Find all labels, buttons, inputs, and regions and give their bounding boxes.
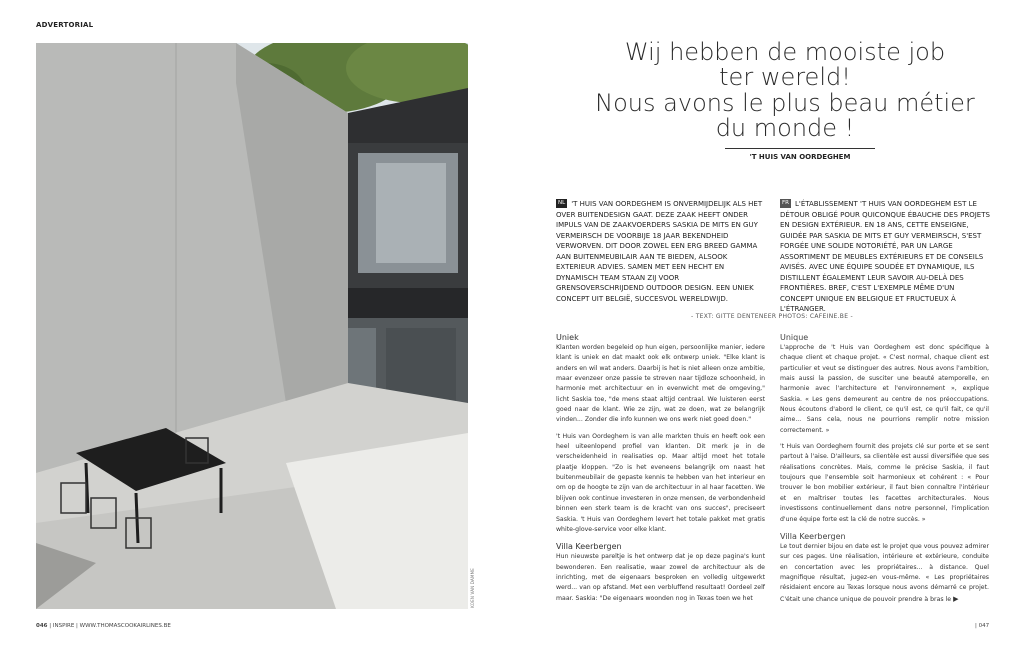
continue-arrow-icon: ▶ xyxy=(953,594,959,603)
lang-label-fr: FR xyxy=(782,200,789,206)
body-column-fr xyxy=(780,332,989,611)
photo-credit: KOEN VAN DAMME xyxy=(470,568,475,608)
paragraph: 't Huis van Oordeghem fournit des projets clé sur porte et se sent partout à l'aise. D'ailleurs, sa clientèle est aussi diversifiée que ses réalisations concrètes. Mais, comme le précise Saskia, il faut toujours que l'ensemble soit harmonieux et cohérent : « Pour trouver le bon mobilier extérieur, il faut bien connaître l'intérieur et en maîtriser toutes les facettes architecturales. Nous investissons continuellement dans notre personnel, l'implication d'une équipe forte est la clé de notre succès. » xyxy=(780,443,989,523)
footer-left xyxy=(36,623,171,629)
page-number-right: | 047 xyxy=(975,623,990,629)
title-nl-line-2: ter wereld! xyxy=(719,63,851,91)
paragraph: L'approche de 't Huis van Oordeghem est donc spécifique à chaque client et chaque projet. « C'est normal, chaque client est particulier et veut se distinguer des autres. Nous avons l'ambition, mais aussi la passion, de susciter une beauté atemporelle, en harmonie avec l'architecture et l'environnement », explique Saskia. « Les gens demeurent au centre de nos préoccupations. Nous écoutons d'abord le client, ce qu'il est, ce qu'il fait, ce qu'il aime... Sans cela, nous ne pourrions remplir notre mission correctement. » xyxy=(780,344,989,434)
intro-nl-text: 'T HUIS VAN OORDEGHEM IS ONVERMIJDELIJK ALS HET OVER BUITENDESIGN GAAT. DEZE ZAAK HEEFT ONDER IMPULS VAN DE ZAAKVOERDERS SASKIA DE MITS EN GUY VERMEIRSCH DE VOORBIJE 18 JAAR BEKENDHEID VERWORVEN. DIT DOOR ZOWEL EEN ERG BREED GAMMA AAN BUITENMEUBILAIR AAN TE BIEDEN, ALSOOK EXTERIEUR ADVIES. SAMEN MET EEN HECHT EN DYNAMISCH TEAM STAAN ZIJ VOOR GRENSOVERSCHRIJDEND OUTDOOR DESIGN. EEN UNIEK CONCEPT UIT BELGIË, SUCCESVOL WERELDWIJD. xyxy=(556,200,763,303)
lang-label-nl: NL xyxy=(558,200,566,206)
text-photo-credits: - TEXT: GITTE DENTENEER PHOTOS: CAFEINE.BE - xyxy=(691,313,853,320)
intro-nl xyxy=(556,199,766,304)
body-column-nl xyxy=(556,332,765,610)
heading-unique: Unique xyxy=(780,333,809,342)
title-fr xyxy=(580,91,990,141)
title-fr-line-1: Nous avons le plus beau métier xyxy=(595,89,975,117)
intro-fr-text: L'ÉTABLISSEMENT 'T HUIS VAN OORDEGHEM EST LE DÉTOUR OBLIGÉ POUR QUICONQUE ÉBAUCHE DES PROJETS EN DESIGN EXTÉRIEUR. EN 18 ANS, CETTE ENSEIGNE, GUIDÉE PAR SASKIA DE MITS ET GUY VERMEIRSCH, S'EST FORGÉE UNE SOLIDE NOTORIÉTÉ, PAR UN LARGE ASSORTIMENT DE MEUBLES EXTÉRIEURS ET DE CONSEILS AVISÉS. AVEC UNE ÉQUIPE SOUDÉE ET DYNAMIQUE, ILS DISTILLENT ÉGALEMENT LEUR SAVOIR AU-DELÀ DES FRONTIÈRES. BREF, C'EST L'EXEMPLE MÊME D'UN CONCEPT UNIQUE EN BELGIQUE ET FRUCTUEUX À L'ÉTRANGER. xyxy=(780,200,990,313)
title-nl-line-1: Wij hebben de mooiste job xyxy=(624,38,946,66)
paragraph: Klanten worden begeleid op hun eigen, persoonlijke manier, iedere klant is uniek en dat maakt ook elk ontwerp uniek. "Elke klant is anders en wil wat anders. Daarbij is het is niet alleen onze ambitie, maar evenzeer onze passie te streven naar tijdloze schoonheid, in harmonie met architectuur en in evenwicht met de omgeving," licht Saskia toe, "de mens staat altijd centraal. We luisteren eerst goed naar de klant. Wie ze zijn, wat ze doen, wat ze belangrijk vinden... Zonder die info kunnen we ons werk niet goed doen." xyxy=(556,344,765,424)
paragraph: Hun nieuwste pareltje is het ontwerp dat je op deze pagina's kunt bewonderen. Een realisatie, waar zowel de architectuur als de inrichting, met de eigenaars besproken en volledig uitgewerkt werd... van op afstand. Met een verbluffend resultaat! Oordeel zelf maar. Saskia: "De eigenaars woonden nog in Texas toen we het xyxy=(556,553,765,602)
title-nl xyxy=(580,40,990,90)
title-fr-line-2: du monde ! xyxy=(715,114,855,142)
heading-villa-keerbergen-fr: Villa Keerbergen xyxy=(780,531,846,541)
paragraph: 't Huis van Oordeghem is van alle markten thuis en heeft ook een heel uiteenlopend profiel van klanten. Dit merk je in de verscheidenheid in realisaties op. Maar altijd moet het totale plaatje kloppen. "Zo is het eveneens belangrijk om naast het buitenmeubilair de gepaste kennis te hebben van het interieur en om op de hoogte te zijn van de architectuur in al haar facetten. We blijven ook continue investeren in onze mensen, de verbondenheid binnen een sterk team is de kracht van ons succes", preciseert Saskia. 't Huis van Oordeghem levert het totale pakket met gratis white-glove-service voor elke klant. xyxy=(556,432,765,533)
footer-left-text: | INSPIRE | WWW.THOMASCOOKAIRLINES.BE xyxy=(49,623,171,629)
heading-uniek: Uniek xyxy=(556,333,579,342)
advertorial-tag: ADVERTORIAL xyxy=(36,21,94,29)
byline: 'T HUIS VAN OORDEGHEM xyxy=(749,153,851,161)
byline-rule xyxy=(725,148,875,149)
page-number-left: 046 xyxy=(36,623,48,629)
paragraph xyxy=(780,542,989,605)
heading-villa-keerbergen: Villa Keerbergen xyxy=(556,542,622,552)
architecture-photo xyxy=(36,43,468,609)
intro-fr xyxy=(780,199,990,315)
paragraph-text: Le tout dernier bijou en date est le projet que vous pouvez admirer sur ces pages. Une réalisation, intérieure et extérieure, conduite en concertation avec les propriétaires... à distance. Quel magnifique résultat, jugez-en vous-même. « Les propriétaires résidaient encore au Texas lorsque nous avons démarré ce projet. C'était une chance unique de pouvoir prendre à bras le xyxy=(780,542,989,603)
